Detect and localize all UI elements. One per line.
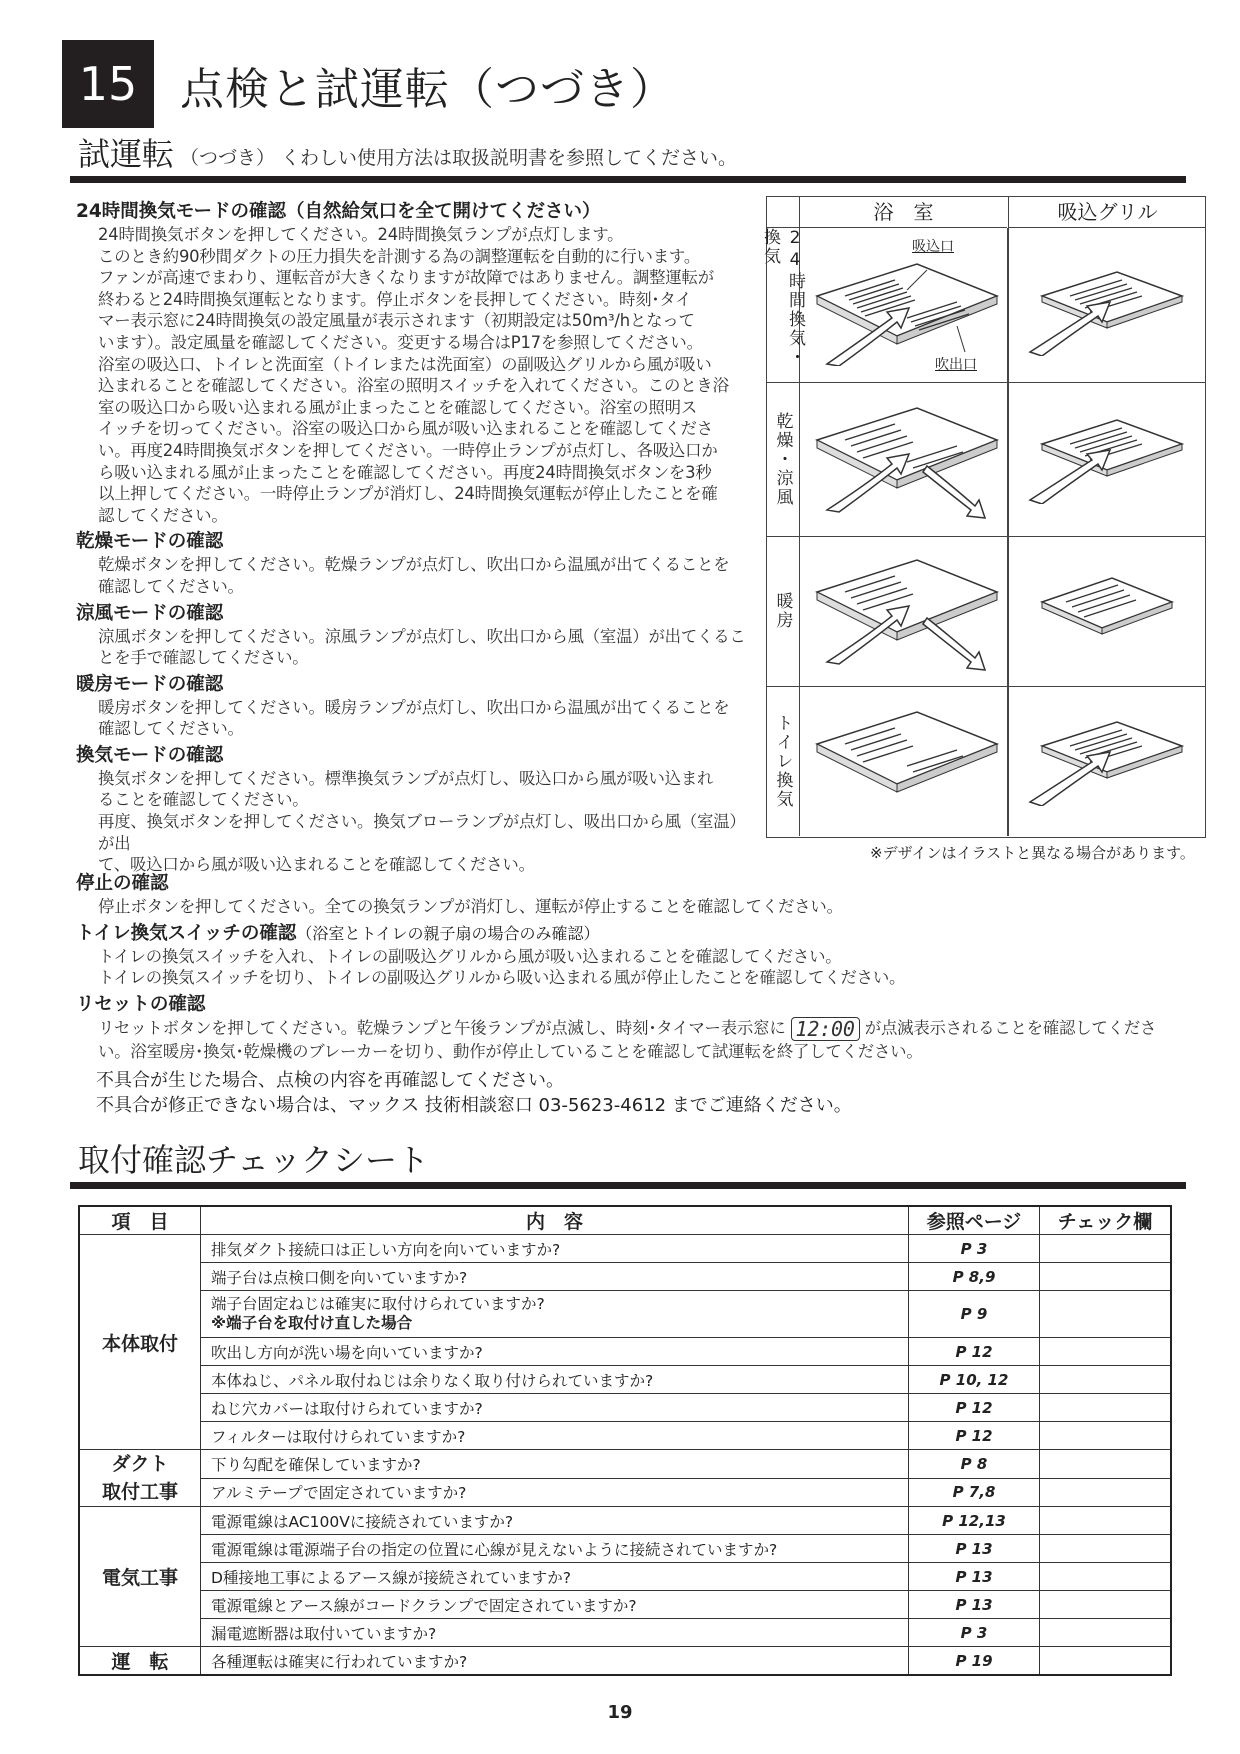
check-box[interactable] xyxy=(1040,1394,1172,1422)
bath-unit-icon xyxy=(807,704,1005,814)
check-content: ねじ穴カバーは取付けられていますか? xyxy=(201,1394,909,1422)
check-box[interactable] xyxy=(1040,1450,1172,1479)
ref-page: P 7,8 xyxy=(909,1478,1040,1507)
check-box[interactable] xyxy=(1040,1563,1172,1591)
table-row xyxy=(79,1263,1171,1291)
check-content: 電源電線はAC100Vに接続されていますか? xyxy=(201,1507,909,1535)
label-intake: 吸込口 xyxy=(912,239,954,255)
section-divider xyxy=(70,176,1186,183)
row-label: 24時間換気・換気 xyxy=(767,228,800,382)
check-box[interactable] xyxy=(1040,1235,1172,1263)
table-header-row xyxy=(79,1206,1171,1235)
group-label: 本体取付 xyxy=(79,1235,201,1450)
grill-icon xyxy=(1022,716,1192,806)
ref-page: P 13 xyxy=(909,1591,1040,1619)
illus-row-24h xyxy=(760,228,1205,383)
col-header-content: 内 容 xyxy=(201,1206,909,1235)
check-content: 排気ダクト接続口は正しい方向を向いていますか? xyxy=(201,1235,909,1263)
ref-page: P 12 xyxy=(909,1394,1040,1422)
bath-unit-icon xyxy=(807,256,1005,366)
check-content: D種接地工事によるアース線が接続されていますか? xyxy=(201,1563,909,1591)
check-content: 各種運転は確実に行われていますか? xyxy=(201,1647,909,1676)
table-row xyxy=(79,1591,1171,1619)
reset-text-1: リセットボタンを押してください。乾燥ランプと午後ランプが点滅し、時刻･タイマー表示窓に xyxy=(98,1018,786,1038)
section-dry xyxy=(76,530,748,597)
table-row xyxy=(79,1291,1171,1338)
label-outlet: 吹出口 xyxy=(935,357,977,373)
section-heat xyxy=(76,673,748,740)
group-label: 運 転 xyxy=(79,1647,201,1676)
check-box[interactable] xyxy=(1040,1338,1172,1366)
illus-row-toilet xyxy=(767,686,1205,836)
ref-page: P 8 xyxy=(909,1450,1040,1479)
ref-page: P 3 xyxy=(909,1235,1040,1263)
ref-page: P 12 xyxy=(909,1422,1040,1450)
table-row xyxy=(79,1394,1171,1422)
section-24h xyxy=(76,200,748,526)
check-box[interactable] xyxy=(1040,1366,1172,1394)
section-heading: 暖房モードの確認 xyxy=(76,673,224,695)
illus-row-dry xyxy=(767,382,1205,537)
check-box[interactable] xyxy=(1040,1619,1172,1647)
table-row xyxy=(79,1535,1171,1563)
section-text: 換気ボタンを押してください。標準換気ランプが点灯し、吸込口から風が吸い込まれ ることを確認してください。 再度、換気ボタンを押してください。換気ブローランプが点灯し、吸出口から風（室温）が出 て、吸込口から風が吸い込まれることを確認してください。 xyxy=(98,768,746,875)
section-reset xyxy=(76,993,1186,1063)
checksheet-divider xyxy=(70,1182,1186,1189)
check-content: 電源電線とアース線がコードクランプで固定されていますか? xyxy=(201,1591,909,1619)
mode-check-sections xyxy=(76,196,748,876)
check-box[interactable] xyxy=(1040,1647,1172,1676)
table-row xyxy=(79,1338,1171,1366)
col-header-bath: 浴 室 xyxy=(800,197,1007,228)
section-heading: 涼風モードの確認 xyxy=(76,602,224,624)
page-title: 点検と試運転（つづき） xyxy=(180,64,675,115)
col-header-check: チェック欄 xyxy=(1040,1206,1172,1235)
check-box[interactable] xyxy=(1040,1507,1172,1535)
reset-text-2: が点滅表示されることを確認してくださ い。浴室暖房･換気･乾燥機のブレーカーを切り、動作が停止していることを確認して試運転を終了してください。 xyxy=(98,1018,1157,1061)
illus-row-heat xyxy=(767,536,1205,687)
table-row xyxy=(79,1619,1171,1647)
bath-unit-icon xyxy=(807,552,1005,672)
check-content-note: ※端子台を取付け直した場合 xyxy=(211,1314,413,1332)
bath-unit-icon xyxy=(807,400,1005,520)
check-box[interactable] xyxy=(1040,1478,1172,1507)
subtitle-note: （つづき） くわしい使用方法は取扱説明書を参照してください。 xyxy=(180,147,738,169)
section-toilet xyxy=(76,922,1186,989)
section-stop xyxy=(76,872,1186,918)
section-text: 涼風ボタンを押してください。涼風ランプが点灯し、吹出口から風（室温）が出てくるこ とを手で確認してください。 xyxy=(98,626,746,668)
col-header-grill: 吸込グリル xyxy=(1008,197,1206,228)
ref-page: P 10, 12 xyxy=(909,1366,1040,1394)
col-header-page: 参照ページ xyxy=(909,1206,1040,1235)
section-heading: トイレ換気スイッチの確認 xyxy=(76,922,297,944)
section-number: 15 xyxy=(62,40,154,128)
check-box[interactable] xyxy=(1040,1591,1172,1619)
ref-page: P 3 xyxy=(909,1619,1040,1647)
section-heading: リセットの確認 xyxy=(76,993,206,1015)
check-content: アルミテープで固定されていますか? xyxy=(201,1478,909,1507)
check-content: 本体ねじ、パネル取付ねじは余りなく取り付けられていますか? xyxy=(201,1366,909,1394)
table-row xyxy=(79,1450,1171,1479)
section-text: トイレの換気スイッチを入れ、トイレの副吸込グリルから風が吸い込まれることを確認してください。 トイレの換気スイッチを切り、トイレの副吸込グリルから吸い込まれる風が停止したことを確認してください。 xyxy=(98,946,906,988)
check-content: フィルターは取付けられていますか? xyxy=(201,1422,909,1450)
ref-page: P 9 xyxy=(909,1291,1040,1338)
col-header-item: 項 目 xyxy=(79,1206,201,1235)
section-text: 乾燥ボタンを押してください。乾燥ランプが点灯し、吹出口から温風が出てくることを 確認してください。 xyxy=(98,555,730,596)
trouble-note xyxy=(96,1068,852,1118)
section-text: 暖房ボタンを押してください。暖房ランプが点灯し、吹出口から温風が出てくることを 確認してください。 xyxy=(98,697,730,739)
section-heading: 24時間換気モードの確認（自然給気口を全て開けてください） xyxy=(76,201,601,222)
section-cool xyxy=(76,602,748,669)
row-label: トイレ換気 xyxy=(767,686,800,836)
ref-page: P 13 xyxy=(909,1535,1040,1563)
group-label: 電気工事 xyxy=(79,1507,201,1647)
design-note: ※デザインはイラストと異なる場合があります。 xyxy=(870,844,1195,862)
table-row xyxy=(79,1563,1171,1591)
section-text: 24時間換気ボタンを押してください。24時間換気ランプが点灯します。 このとき約90秒間ダクトの圧力損失を計測する為の調整運転を自動的に行います。 ファンが高速でまわり、運転音が大きくなりますが故障ではありません。調整運転が 終わると24時間換気運転となります。停止ボタンを長押してください。時刻･タイ マー表示窓に24時間換気の設定風量が表示されます（初期設定は50m³/hとなって います）。設定風量を確認してください。変更する場合はP17を参照してください。 浴室の吸込口、トイレと洗面室（トイレまたは洗面室）の副吸込グリルから風が吸い 込まれることを確認してください。浴室の照明スイッチを入れてください。このとき浴 室の吸込口から吸い込まれる風が止まったことを確認してください。浴室の照明ス イッチを切ってください。浴室の吸込口から風が吸い込まれることを確認してくださ い。再度24時間換気ボタンを押してください。一時停止ランプが点灯し、各吸込口か ら吸い込まれる風が止まったことを確認してください。再度24時間換気ボタンを3秒 以上押してください。一時停止ランプが消灯し、24時間換気運転が停止したことを確 認してください。 xyxy=(98,225,729,525)
ref-page: P 19 xyxy=(909,1647,1040,1676)
section-heading: 乾燥モードの確認 xyxy=(76,531,224,553)
group-label: ダクト 取付工事 xyxy=(79,1450,201,1507)
check-content: 電源電線は電源端子台の指定の位置に心線が見えないように接続されていますか? xyxy=(201,1535,909,1563)
table-row xyxy=(79,1647,1171,1676)
check-content: 下り勾配を確保していますか? xyxy=(201,1450,909,1479)
row-label: 乾燥・涼風 xyxy=(767,382,800,536)
table-row xyxy=(79,1478,1171,1507)
section-heading-note: （浴室とトイレの親子扇の場合のみ確認） xyxy=(296,923,600,943)
grill-icon xyxy=(1032,572,1182,652)
check-box[interactable] xyxy=(1040,1263,1172,1291)
lcd-display: 12:00 xyxy=(791,1017,860,1041)
check-box[interactable] xyxy=(1040,1291,1172,1338)
checksheet-title: 取付確認チェックシート xyxy=(78,1141,430,1179)
table-row xyxy=(79,1366,1171,1394)
check-content: 漏電遮断器は取付いていますか? xyxy=(201,1619,909,1647)
trouble-line-1: 不具合が生じた場合、点検の内容を再確認してください。 xyxy=(96,1070,564,1091)
check-box[interactable] xyxy=(1040,1535,1172,1563)
grill-icon xyxy=(1022,414,1192,504)
ref-page: P 13 xyxy=(909,1563,1040,1591)
checksheet-table xyxy=(78,1205,1172,1676)
airflow-illustration-table xyxy=(760,196,1206,838)
check-content: 端子台は点検口側を向いていますか? xyxy=(201,1263,909,1291)
table-row xyxy=(79,1507,1171,1535)
ref-page: P 8,9 xyxy=(909,1263,1040,1291)
table-row xyxy=(79,1235,1171,1263)
trouble-line-2: 不具合が修正できない場合は、マックス 技術相談窓口 03-5623-4612 までご連絡ください。 xyxy=(96,1095,852,1116)
ref-page: P 12,13 xyxy=(909,1507,1040,1535)
table-row xyxy=(79,1422,1171,1450)
row-label: 暖房 xyxy=(767,536,800,686)
check-box[interactable] xyxy=(1040,1422,1172,1450)
ref-page: P 12 xyxy=(909,1338,1040,1366)
page-number: 19 xyxy=(607,1702,633,1723)
section-heading: 停止の確認 xyxy=(76,873,169,894)
grill-icon xyxy=(1022,266,1192,356)
subtitle: 試運転 xyxy=(78,135,175,173)
section-vent xyxy=(76,744,748,876)
section-heading: 換気モードの確認 xyxy=(76,744,224,766)
full-width-sections xyxy=(76,868,1186,1062)
check-content: 吹出し方向が洗い場を向いていますか? xyxy=(201,1338,909,1366)
section-text: 停止ボタンを押してください。全ての換気ランプが消灯し、運転が停止することを確認してください。 xyxy=(98,897,843,916)
check-content: 端子台固定ねじは確実に取付けられていますか? xyxy=(211,1295,545,1313)
